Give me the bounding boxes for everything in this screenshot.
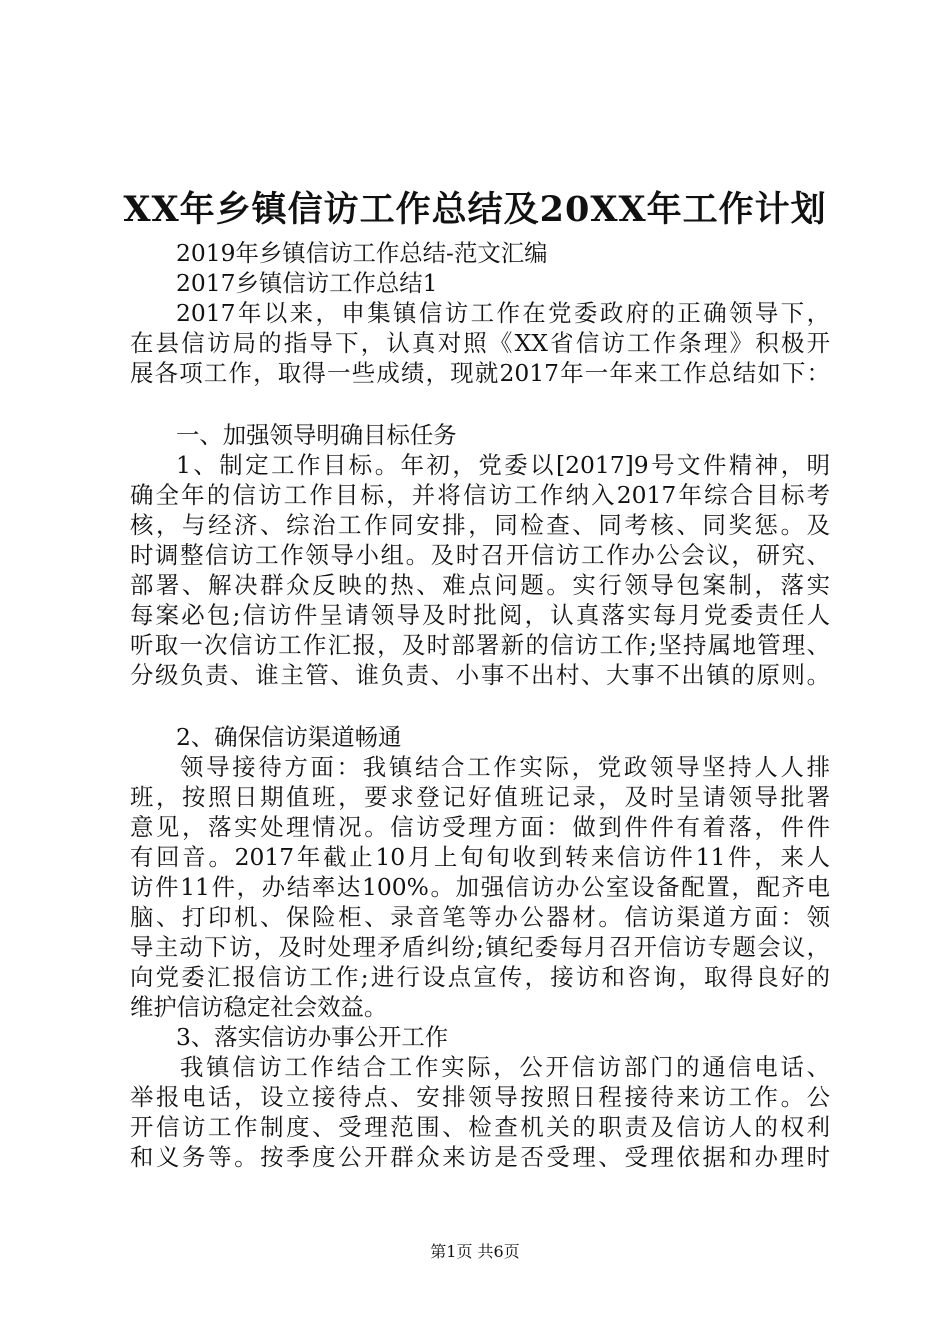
- section-heading: 3、落实信访办事公开工作: [176, 1023, 449, 1051]
- paragraph-line: 我镇信访工作结合工作实际，公开信访部门的通信电话、: [180, 1053, 830, 1081]
- paragraph-line: 班，按照日期值班，要求登记好值班记录，及时呈请领导批署: [130, 783, 830, 811]
- paragraph-line: 在县信访局的指导下，认真对照《XX省信访工作条理》积极开: [130, 329, 830, 357]
- document-body: [130, 238, 830, 1172]
- paragraph-line: 举报电话，设立接待点、安排领导按照日程接待来访工作。公: [130, 1083, 830, 1111]
- paragraph-line: 向党委汇报信访工作;进行设点宣传，接访和咨询，取得良好的: [130, 963, 830, 991]
- paragraph-line: 导主动下访，及时处理矛盾纠纷;镇纪委每月召开信访专题会议，: [130, 933, 830, 961]
- paragraph-line: 领导接待方面：我镇结合工作实际，党政领导坚持人人排: [180, 753, 830, 781]
- paragraph-line: 核，与经济、综治工作同安排，同检查、同考核、同奖惩。及: [130, 511, 830, 539]
- paragraph-line: 维护信访稳定社会效益。: [130, 993, 388, 1021]
- page-number-footer: 第1页 共6页: [430, 1242, 520, 1261]
- paragraph-line: 2017年以来，申集镇信访工作在党委政府的正确领导下，: [176, 299, 830, 327]
- paragraph-line: 1、制定工作目标。年初，党委以[2017]9号文件精神，明: [176, 451, 830, 479]
- paragraph-line: 访件11件，办结率达100%。加强信访办公室设备配置，配齐电: [130, 873, 830, 901]
- paragraph-line: 分级负责、谁主管、谁负责、小事不出村、大事不出镇的原则。: [130, 661, 830, 689]
- paragraph-line: 开信访工作制度、受理范围、检查机关的职责及信访人的权利: [130, 1113, 830, 1141]
- paragraph-line: 确全年的信访工作目标，并将信访工作纳入2017年综合目标考: [130, 481, 830, 509]
- document-title: XX年乡镇信访工作总结及20XX年工作计划: [123, 189, 827, 230]
- section-heading: 一、加强领导明确目标任务: [176, 421, 457, 449]
- section-heading: 2、确保信访渠道畅通: [176, 723, 402, 751]
- paragraph-line: 有回音。2017年截止10月上旬旬收到转来信访件11件，来人: [130, 843, 830, 871]
- subtitle-line: 2019年乡镇信访工作总结-范文汇编: [176, 239, 548, 267]
- paragraph-line: 意见，落实处理情况。信访受理方面：做到件件有着落，件件: [130, 813, 830, 841]
- paragraph-line: 部署、解决群众反映的热、难点问题。实行领导包案制，落实: [130, 571, 830, 599]
- paragraph-line: 每案必包;信访件呈请领导及时批阅，认真落实每月党委责任人: [130, 601, 830, 629]
- paragraph-line: 展各项工作，取得一些成绩，现就2017年一年来工作总结如下：: [130, 359, 830, 387]
- paragraph-line: 时调整信访工作领导小组。及时召开信访工作办公会议，研究、: [130, 541, 830, 569]
- paragraph-line: 脑、打印机、保险柜、录音笔等办公器材。信访渠道方面：领: [130, 903, 830, 931]
- subtitle-line: 2017乡镇信访工作总结1: [176, 269, 438, 297]
- paragraph-line: 听取一次信访工作汇报，及时部署新的信访工作;坚持属地管理、: [130, 631, 830, 659]
- paragraph-line: 和义务等。按季度公开群众来访是否受理、受理依据和办理时: [130, 1143, 830, 1171]
